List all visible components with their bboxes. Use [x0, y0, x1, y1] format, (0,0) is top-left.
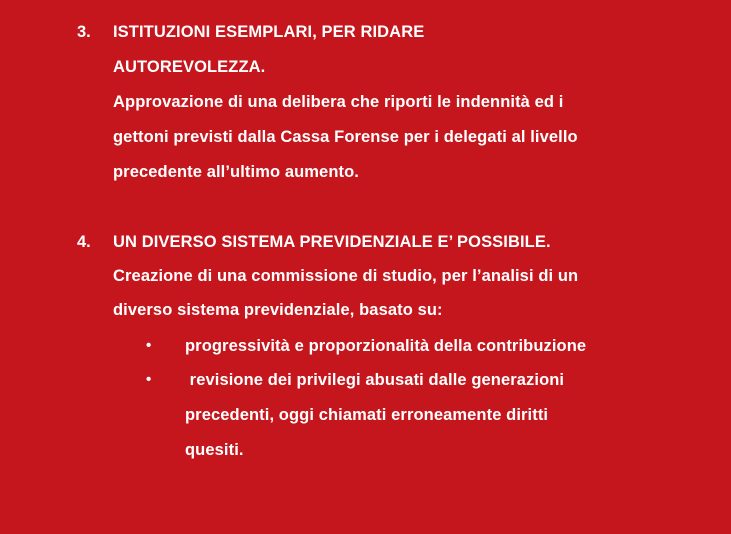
item-4-body-line: diverso sistema previdenziale, basato su:	[113, 301, 443, 319]
bullet-item-line: progressività e proporzionalità della contribuzione	[185, 337, 587, 355]
item-3-heading: ISTITUZIONI ESEMPLARI, PER RIDARE	[113, 23, 425, 41]
item-3-body-line: Approvazione di una delibera che riporti le indennità ed i	[113, 93, 564, 111]
item-3-body-line: precedente all’ultimo aumento.	[113, 163, 359, 181]
bullet-icon: •	[146, 337, 152, 354]
item-4-number: 4.	[77, 233, 91, 251]
bullet-item-line: revisione dei privilegi abusati dalle generazioni	[185, 371, 565, 389]
bullet-item-line: precedenti, oggi chiamati erroneamente diritti	[185, 406, 549, 424]
bullet-item-line: quesiti.	[185, 441, 244, 459]
item-3-number: 3.	[77, 23, 91, 41]
item-3-heading-continued: AUTOREVOLEZZA.	[113, 58, 266, 76]
item-4-heading: UN DIVERSO SISTEMA PREVIDENZIALE E’ POSSIBILE.	[113, 233, 551, 251]
item-4-body-line: Creazione di una commissione di studio, per l’analisi di un	[113, 267, 579, 285]
bullet-icon: •	[146, 371, 152, 388]
item-3-body-line: gettoni previsti dalla Cassa Forense per i delegati al livello	[113, 128, 578, 146]
